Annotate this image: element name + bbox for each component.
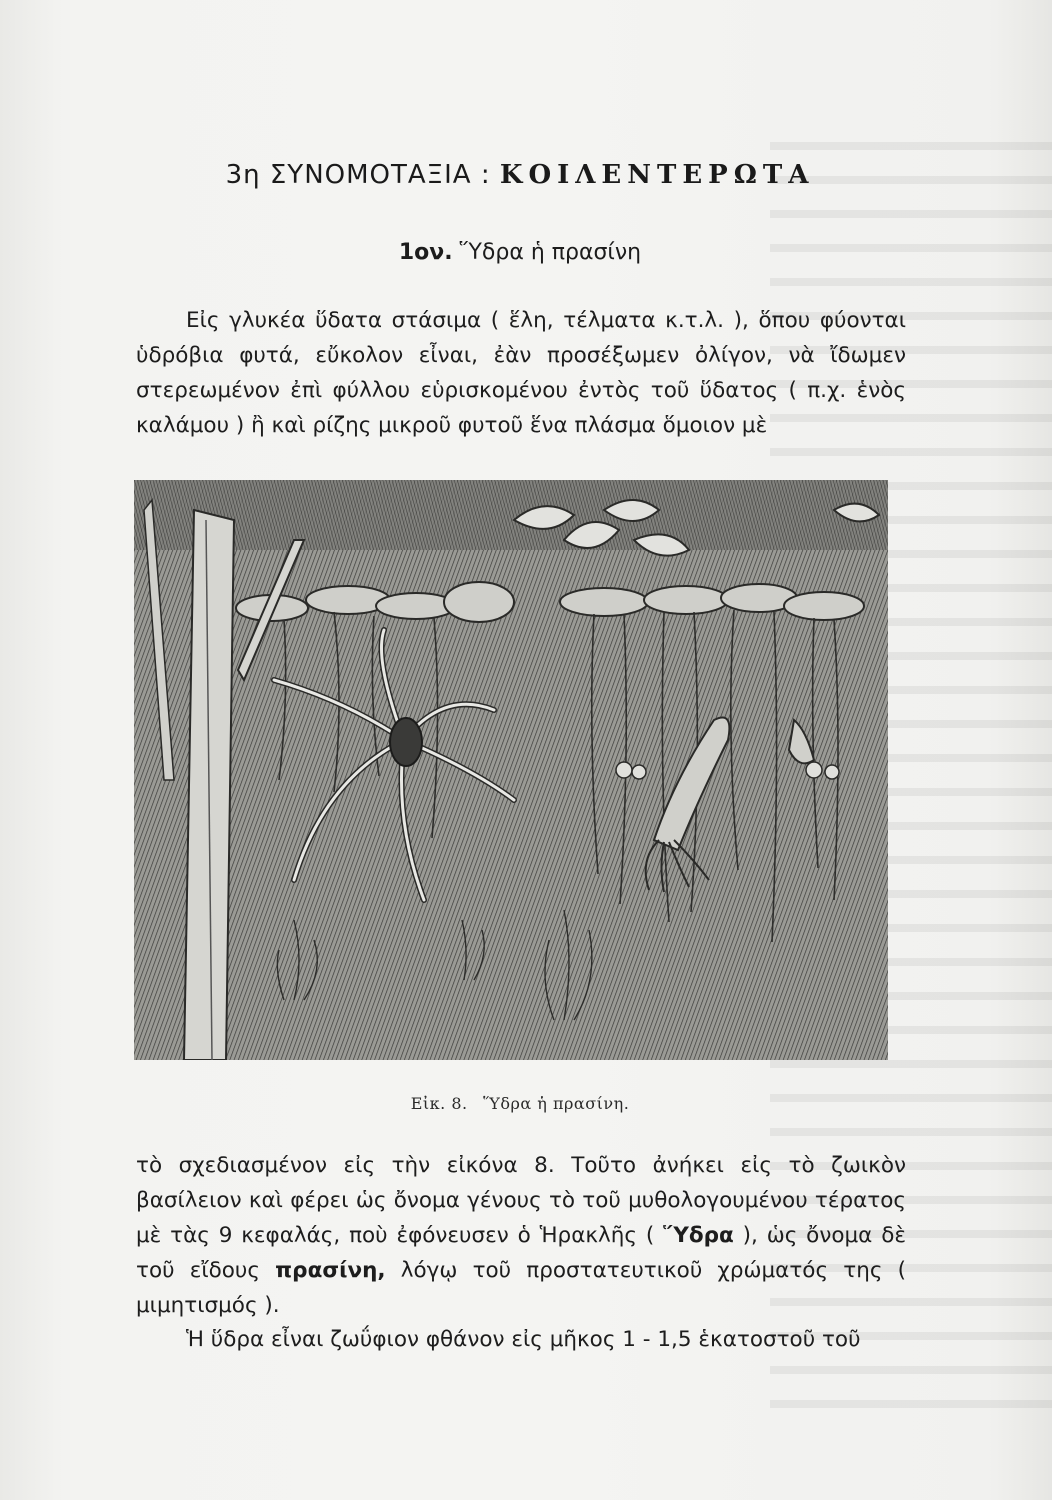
engraving-illustration <box>134 480 888 1060</box>
figure-caption <box>140 1094 900 1113</box>
chapter-title <box>140 160 900 190</box>
paragraph-description <box>136 1148 906 1323</box>
paragraph-size <box>136 1322 906 1357</box>
section-title <box>140 240 900 265</box>
paragraph-2-part-2: ), ὡς ὄνομα δὲ τοῦ εἴδους <box>136 1223 906 1283</box>
section-name: Ὕδρα ἡ πρασίνη <box>459 240 642 265</box>
paragraph-2-text <box>136 1148 906 1323</box>
hydra-engraving <box>134 480 888 1060</box>
paragraph-3-text: Ἡ ὕδρα εἶναι ζωΰφιον φθάνον εἰς μῆκος 1 - 1,5 ἑκατοστοῦ τοῦ <box>186 1327 861 1352</box>
section-number: 1ον. <box>398 240 453 265</box>
paragraph-2-part-1: τὸ σχεδιασμένον εἰς τὴν εἰκόνα 8. Τοῦτο ἀνήκει εἰς τὸ ζωικὸν βασίλειον καὶ φέρει ὡς ὄνομα γένους τὸ τοῦ μυθολογουμένου τέρατος μὲ τὰς 9 κεφαλάς, ποὺ ἐφόνευσεν ὁ Ἡρακλῆς ( <box>136 1153 906 1248</box>
chapter-prefix: 3η ΣΥΝΟΜΟΤΑΞΙΑ : <box>225 160 491 190</box>
paragraph-intro <box>136 303 906 443</box>
paragraph-1-text: Εἰς γλυκέα ὕδατα στάσιμα ( ἕλη, τέλματα κ.τ.λ. ), ὅπου φύονται ὑδρόβια φυτά, εὔκολον εἶναι, ἐὰν προσέξωμεν ὀλίγον, νὰ ἴδωμεν στερεωμένον ἐπὶ φύλλου εὑρισκομένου ἐντὸς τοῦ ὕδατος ( π.χ. ἑνὸς καλάμου ) ἢ καὶ ρίζης μικροῦ φυτοῦ ἕνα πλάσμα ὅμοιον μὲ <box>136 308 906 438</box>
paragraph-2-part-3: λόγῳ τοῦ προστατευτικοῦ χρώματός της ( μιμητισμός ). <box>136 1258 906 1318</box>
paragraph-2-bold-prasini: πρασίνη, <box>275 1258 386 1283</box>
caption-text: Ὕδρα ἡ πρασίνη. <box>483 1094 630 1113</box>
caption-label: Εἰκ. 8. <box>410 1094 468 1113</box>
chapter-name: ΚΟΙΛΕΝΤΕΡΩΤΑ <box>499 160 815 190</box>
paragraph-2-bold-hydra: Ὕδρα <box>663 1223 734 1248</box>
